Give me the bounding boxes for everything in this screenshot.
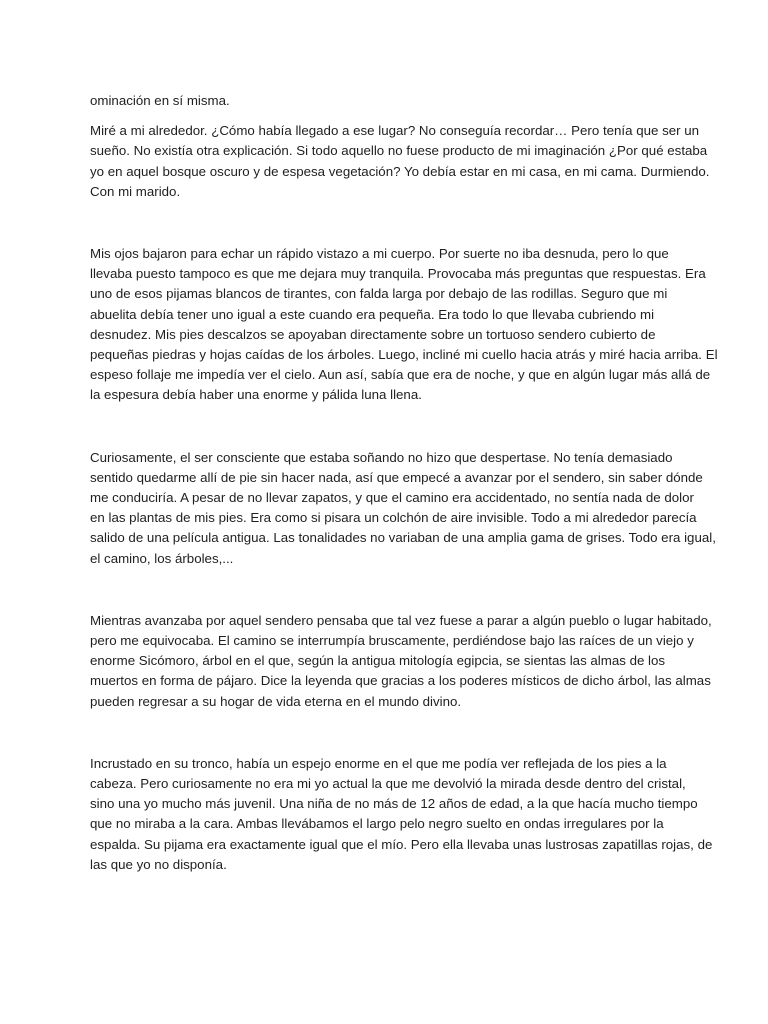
text-line: las que yo no disponía.	[90, 856, 227, 872]
document-body	[90, 91, 718, 875]
text-line: el camino, los árboles,...	[90, 550, 234, 566]
text-line: Con mi marido.	[90, 183, 181, 199]
paragraph-2	[90, 121, 710, 202]
text-line: enorme Sicómoro, árbol en el que, según la antigua mitología egipcia, se sientas las almas de los	[90, 653, 666, 669]
text-line: cabeza. Pero curiosamente no era mi yo actual la que me devolvió la mirada desde dentro del cristal,	[90, 776, 686, 792]
text-line: Miré a mi alrededor. ¿Cómo había llegado a ese lugar? No conseguía recordar… Pero tenía que ser un	[90, 123, 700, 139]
text-line: Curiosamente, el ser consciente que estaba soñando no hizo que despertase. No tenía demasiado	[90, 449, 673, 465]
text-line: Incrustado en su tronco, había un espejo enorme en el que me podía ver reflejada de los pies a la	[90, 755, 667, 771]
text-line: pueden regresar a su hogar de vida eterna en el mundo divino.	[90, 693, 462, 709]
text-line: sino una yo mucho más juvenil. Una niña de no más de 12 años de edad, a la que hacía mucho tiempo	[90, 796, 698, 812]
paragraph-1	[90, 91, 690, 111]
text-line: abuelita debía tener uno igual a este cuando era pequeña. Era todo lo que llevaba cubriendo mi	[90, 306, 655, 322]
text-line: ominación en sí misma.	[90, 93, 230, 108]
text-line: sentido quedarme allí de pie sin hacer nada, así que empecé a avanzar por el sendero, sin saber dónde	[90, 469, 703, 485]
text-line: Mis ojos bajaron para echar un rápido vistazo a mi cuerpo. Por suerte no iba desnuda, pero lo que	[90, 246, 669, 262]
text-line: Mientras avanzaba por aquel sendero pensaba que tal vez fuese a parar a algún pueblo o lugar habitado,	[90, 612, 712, 628]
text-line: desnudez. Mis pies descalzos se apoyaban directamente sobre un tortuoso sendero cubierto de	[90, 326, 656, 342]
text-line: la espesura debía haber una enorme y pálida luna llena.	[90, 387, 422, 403]
text-line: en las plantas de mis pies. Era como si pisara un colchón de aire invisible. Todo a mi alrededor parecía	[90, 510, 697, 526]
text-line: uno de esos pijamas blancos de tirantes, con falda larga por debajo de las rodillas. Seguro que mi	[90, 286, 668, 302]
text-line: pequeñas piedras y hojas caídas de los árboles. Luego, incliné mi cuello hacia atrás y miré hacia arriba. El	[90, 347, 718, 363]
text-line: yo en aquel bosque oscuro y de espesa vegetación? Yo debía estar en mi casa, en mi cama. Durmiendo.	[90, 163, 710, 179]
paragraph-3	[90, 244, 718, 406]
paragraph-6	[90, 754, 713, 875]
paragraph-spacer	[90, 111, 690, 121]
text-line: sueño. No existía otra explicación. Si todo aquello no fuese producto de mi imaginación ¿Por qué estaba	[90, 143, 708, 159]
text-line: me conduciría. A pesar de no llevar zapatos, y que el camino era accidentado, no sentía nada de dolor	[90, 490, 694, 506]
text-line: pero me equivocaba. El camino se interrumpía bruscamente, perdiéndose bajo las raíces de un viejo y	[90, 633, 694, 649]
text-line: muertos en forma de pájaro. Dice la leyenda que gracias a los poderes místicos de dicho árbol, las almas	[90, 673, 711, 689]
paragraph-spacer	[90, 569, 690, 611]
text-line: llevaba puesto tampoco es que me dejara muy tranquila. Provocaba más preguntas que respuestas. Era	[90, 266, 706, 282]
paragraph-spacer	[90, 406, 690, 448]
text-line: espeso follaje me impedía ver el cielo. Aun así, sabía que era de noche, y que en algún lugar más allá de	[90, 367, 711, 383]
text-line: salido de una película antigua. Las tonalidades no variaban de una amplia gama de grises. Todo era igual,	[90, 530, 716, 546]
text-line: que no miraba a la cara. Ambas llevábamos el largo pelo negro suelto en ondas irregulares por la	[90, 816, 664, 832]
paragraph-5	[90, 611, 712, 712]
paragraph-spacer	[90, 712, 690, 754]
text-line: espalda. Su pijama era exactamente igual que el mío. Pero ella llevaba unas lustrosas zapatillas rojas, de	[90, 836, 713, 852]
paragraph-4	[90, 448, 716, 569]
paragraph-spacer	[90, 202, 690, 244]
